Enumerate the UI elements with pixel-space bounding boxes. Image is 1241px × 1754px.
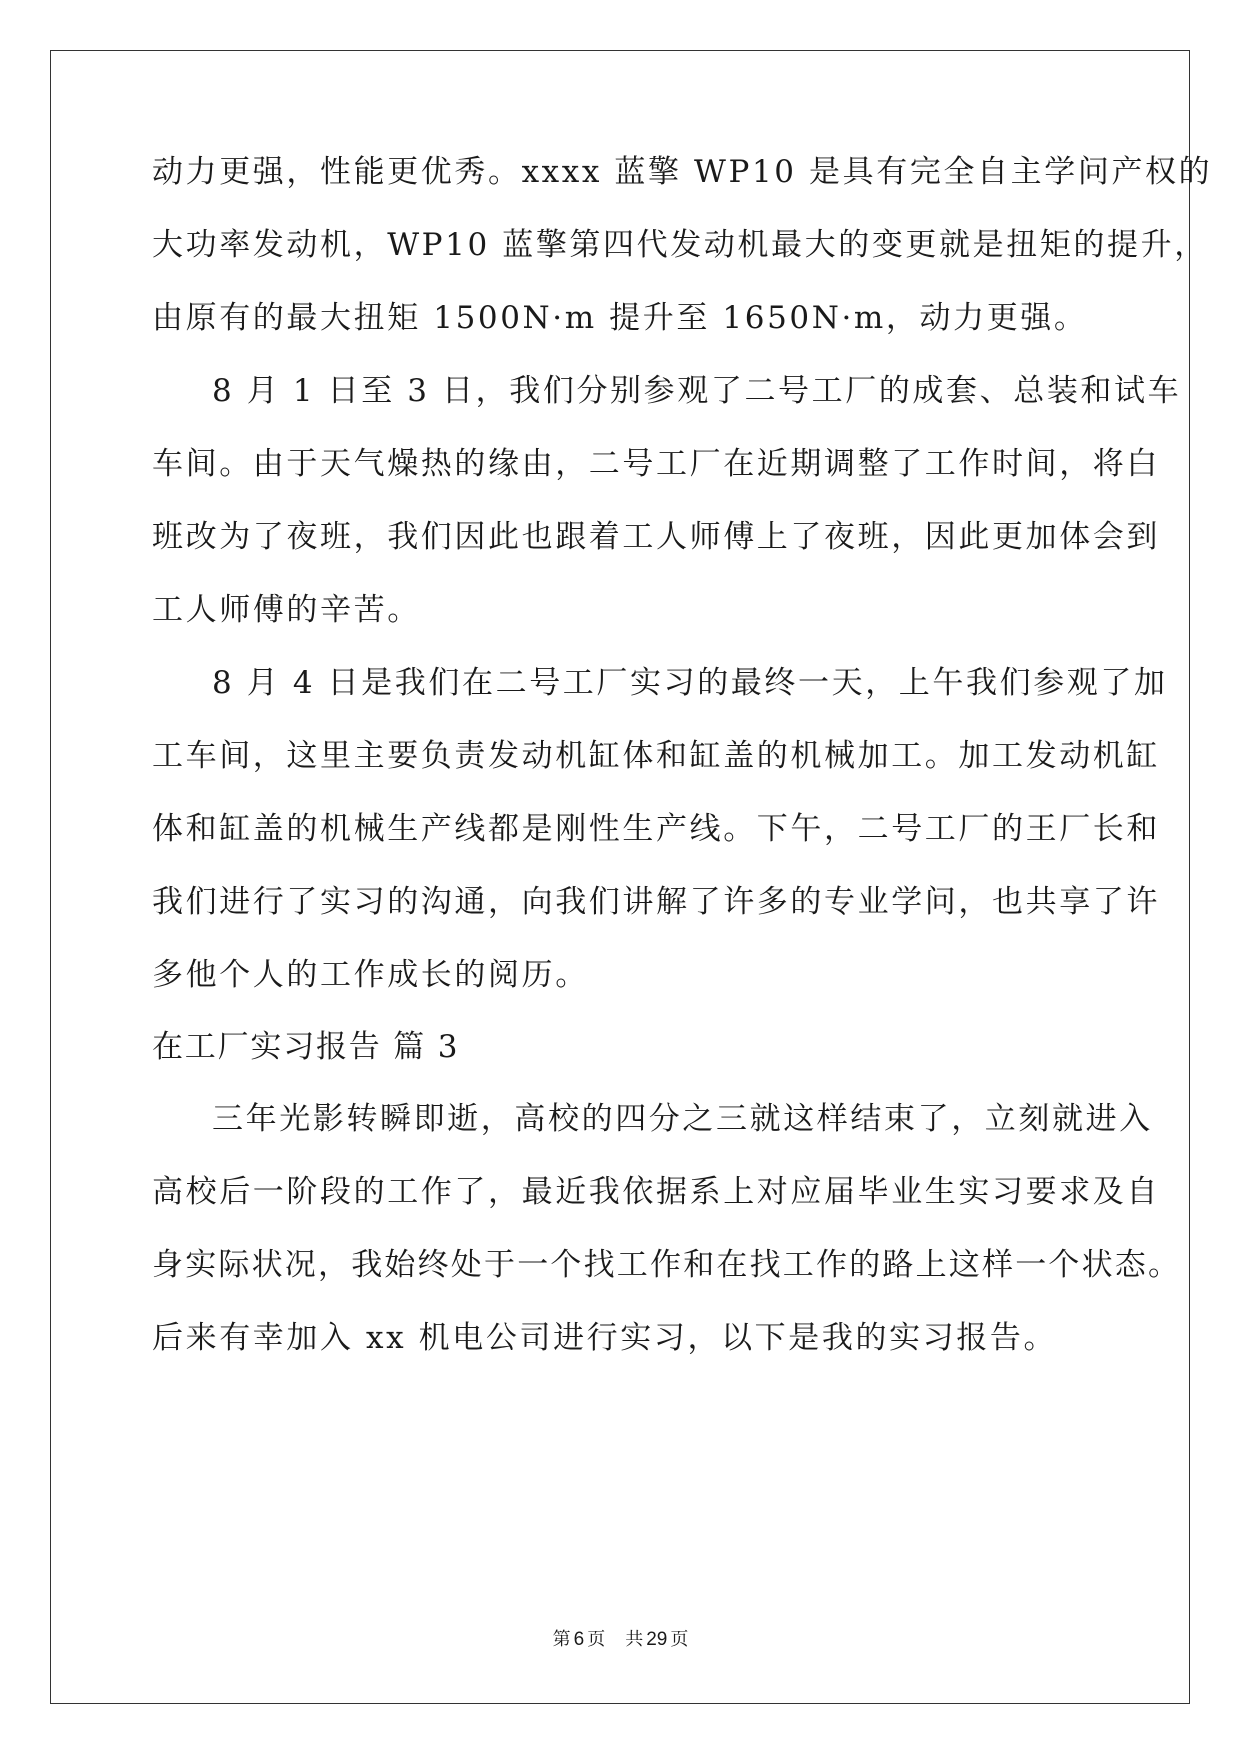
paragraph-line: 8 月 4 日是我们在二号工厂实习的最终一天，上午我们参观了加 <box>212 665 1168 701</box>
paragraph-line: 后来有幸加入 xx 机电公司进行实习，以下是我的实习报告。 <box>152 1320 1058 1356</box>
page-suffix: 页 <box>587 1629 606 1650</box>
paragraph-line: 身实际状况，我始终处于一个找工作和在找工作的路上这样一个状态。 <box>152 1247 1182 1283</box>
paragraph-line: 动力更强，性能更优秀。xxxx 蓝擎 WP10 是具有完全自主学问产权的 <box>152 154 1213 190</box>
total-prefix: 共 <box>625 1629 644 1650</box>
paragraph-line: 车间。由于天气燥热的缘由，二号工厂在近期调整了工作时间，将白 <box>152 446 1160 482</box>
paragraph-line: 高校后一阶段的工作了，最近我依据系上对应届毕业生实习要求及自 <box>152 1174 1160 1210</box>
paragraph-line: 工人师傅的辛苦。 <box>152 592 421 628</box>
paragraph-line: 我们进行了实习的沟通，向我们讲解了许多的专业学问，也共享了许 <box>152 884 1160 920</box>
paragraph-line: 三年光影转瞬即逝，高校的四分之三就这样结束了，立刻就进入 <box>212 1101 1153 1137</box>
paragraph-line: 多他个人的工作成长的阅历。 <box>152 957 589 993</box>
total-suffix: 页 <box>670 1629 689 1650</box>
paragraph-line: 班改为了夜班，我们因此也跟着工人师傅上了夜班，因此更加体会到 <box>152 519 1160 555</box>
page-current: 6 <box>573 1629 585 1650</box>
paragraph-line: 体和缸盖的机械生产线都是刚性生产线。下午，二号工厂的王厂长和 <box>152 811 1160 847</box>
paragraph-line: 大功率发动机，WP10 蓝擎第四代发动机最大的变更就是扭矩的提升， <box>152 227 1208 263</box>
page-total: 29 <box>646 1629 668 1650</box>
section-heading: 在工厂实习报告 篇 3 <box>152 1029 460 1065</box>
page-footer <box>0 1628 1241 1652</box>
paragraph-line: 工车间，这里主要负责发动机缸体和缸盖的机械加工。加工发动机缸 <box>152 738 1160 774</box>
page-prefix: 第 <box>552 1629 571 1650</box>
paragraph-line: 由原有的最大扭矩 1500N·m 提升至 1650N·m，动力更强。 <box>152 300 1088 336</box>
paragraph-line: 8 月 1 日至 3 日，我们分别参观了二号工厂的成套、总装和试车 <box>212 373 1182 409</box>
